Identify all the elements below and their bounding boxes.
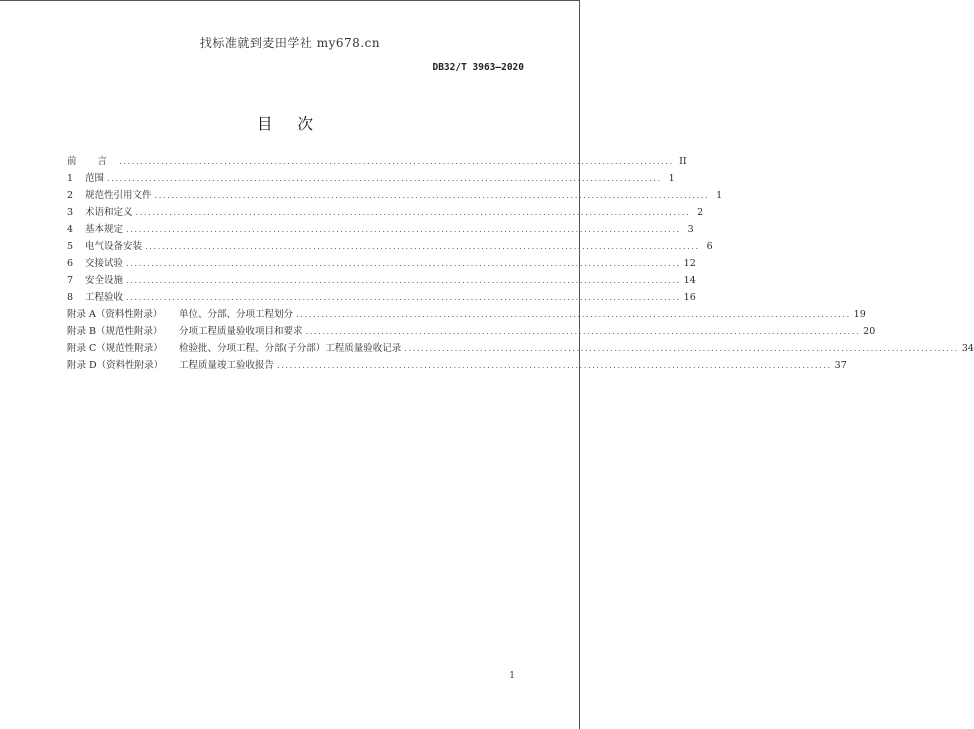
toc-entry-number: 3 [67, 207, 74, 218]
toc-entry-foreword[interactable] [67, 153, 687, 170]
toc-entry-page: 6 [706, 241, 713, 252]
dot-leader: .................................................................................................................................... [126, 259, 681, 269]
toc-entry-appendix-a[interactable] [67, 306, 866, 323]
standard-number: DB32/T 3963—2020 [432, 62, 524, 73]
toc-entry-page: 20 [863, 326, 876, 337]
page-number: 1 [509, 671, 515, 681]
toc-list [67, 153, 974, 374]
dot-leader: .................................................................................................................................... [126, 276, 681, 286]
toc-entry-label: 术语和定义 [85, 207, 133, 218]
toc-entry-page: 1 [668, 173, 675, 184]
toc-entry-normative-references[interactable] [67, 187, 723, 204]
dot-leader: .................................................................................................................................... [126, 225, 681, 235]
toc-entry-label: 电气设备安装 [85, 241, 143, 252]
appendix-prefix: 附录 C（规范性附录） [67, 343, 163, 354]
toc-entry-page: 12 [683, 258, 696, 269]
toc-entry-label: 范围 [85, 173, 105, 184]
dot-leader: .................................................................................................................................... [305, 327, 861, 337]
toc-entry-page: 3 [687, 224, 694, 235]
toc-entry-label: 工程质量竣工验收报告 [179, 360, 275, 371]
toc-entry-handover-test[interactable] [67, 255, 696, 272]
dot-leader: .................................................................................................................................... [404, 344, 959, 354]
toc-entry-label: 安全设施 [85, 275, 124, 286]
toc-entry-appendix-b[interactable] [67, 323, 876, 340]
toc-entry-number: 2 [67, 190, 74, 201]
appendix-prefix: 附录 A（资料性附录） [67, 309, 163, 320]
toc-entry-page: 19 [853, 309, 866, 320]
toc-entry-safety-facilities[interactable] [67, 272, 696, 289]
toc-entry-label: 基本规定 [85, 224, 124, 235]
toc-entry-appendix-c[interactable] [67, 340, 974, 357]
toc-entry-label: 工程验收 [85, 292, 124, 303]
dot-leader: .................................................................................................................................... [277, 361, 832, 371]
toc-entry-page: 2 [697, 207, 704, 218]
toc-entry-page: 34 [961, 343, 974, 354]
toc-entry-label: 分项工程质量验收项目和要求 [179, 326, 303, 337]
toc-entry-number: 4 [67, 224, 74, 235]
toc-entry-page: 14 [683, 275, 696, 286]
toc-entry-electrical-installation[interactable] [67, 238, 713, 255]
toc-entry-page: 37 [834, 360, 847, 371]
toc-entry-label: 单位、分部、分项工程划分 [179, 309, 294, 320]
dot-leader: .................................................................................................................................... [145, 242, 700, 252]
dot-leader: .................................................................................................................................... [154, 191, 710, 201]
toc-entry-page: 16 [683, 292, 696, 303]
toc-entry-basic-provisions[interactable] [67, 221, 694, 238]
page-top-border [0, 0, 580, 1]
toc-entry-project-acceptance[interactable] [67, 289, 696, 306]
toc-entry-label: 规范性引用文件 [85, 190, 152, 201]
watermark-text: 找标准就到麦田学社 my678.cn [199, 36, 381, 50]
toc-entry-page: II [679, 156, 687, 167]
appendix-prefix: 附录 D（资料性附录） [67, 360, 164, 371]
appendix-prefix: 附录 B（规范性附录） [67, 326, 163, 337]
toc-title: 目 次 [257, 115, 323, 133]
toc-entry-scope[interactable] [67, 170, 675, 187]
dot-leader: .................................................................................................................................... [119, 157, 674, 167]
toc-entry-number: 5 [67, 241, 74, 252]
dot-leader: .................................................................................................................................... [107, 174, 662, 184]
toc-entry-label: 检验批、分项工程、分部(子分部）工程质量验收记录 [179, 343, 402, 354]
toc-entry-number: 6 [67, 258, 74, 269]
toc-entry-appendix-d[interactable] [67, 357, 847, 374]
toc-entry-label: 前 言 [67, 156, 117, 167]
toc-entry-number: 7 [67, 275, 74, 286]
toc-entry-number: 1 [67, 173, 74, 184]
toc-entry-terms-definitions[interactable] [67, 204, 704, 221]
dot-leader: .................................................................................................................................... [296, 310, 851, 320]
dot-leader: .................................................................................................................................... [126, 293, 681, 303]
toc-entry-number: 8 [67, 292, 74, 303]
toc-entry-page: 1 [716, 190, 723, 201]
toc-entry-label: 交接试验 [85, 258, 124, 269]
dot-leader: .................................................................................................................................... [135, 208, 691, 218]
